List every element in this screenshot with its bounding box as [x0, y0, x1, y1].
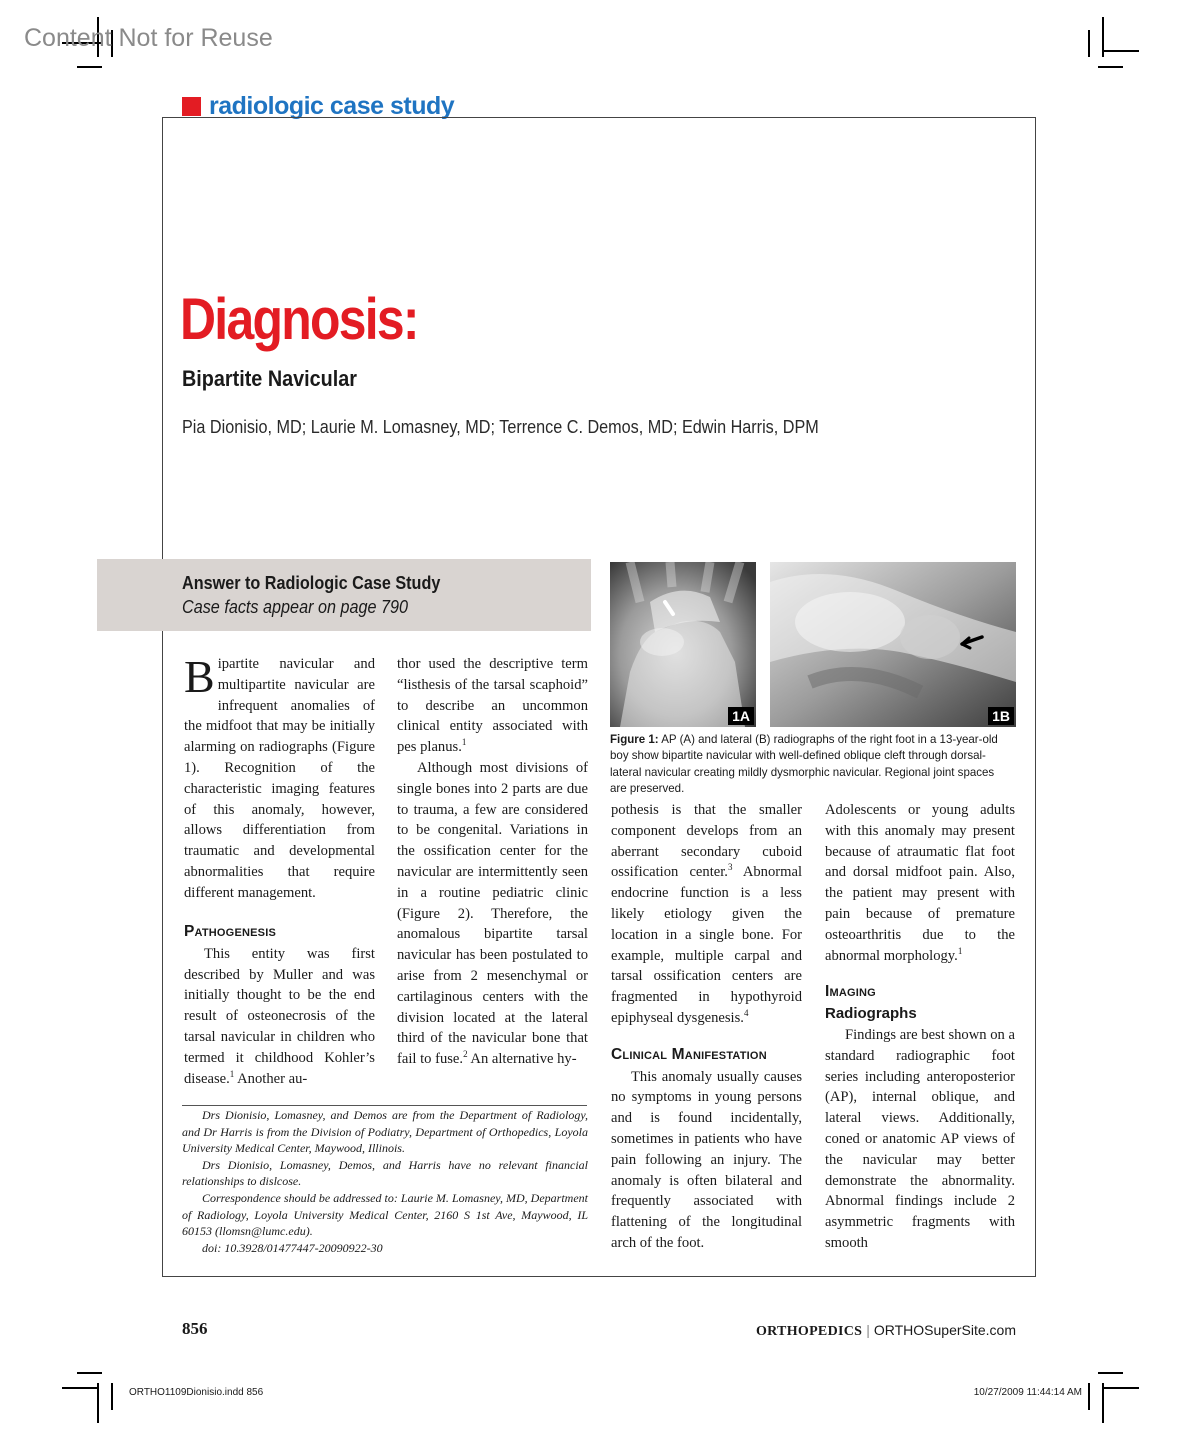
- body-column-4: [825, 800, 1015, 1254]
- clinical-heading: Clinical Manifestation: [611, 1045, 767, 1063]
- affiliation-note: Drs Dionisio, Lomasney, and Demos are from the Department of Radiology, and Dr Harris is from the Division of Podiatry, Department of Orthopedics, Loyola University Medical Center, Maywood, Illinois.: [182, 1108, 588, 1156]
- figure-label-1b: 1B: [988, 707, 1014, 725]
- page-number: 856: [182, 1319, 208, 1338]
- body-column-3: [611, 800, 802, 1254]
- figure-caption: [610, 731, 1002, 797]
- citation: 1: [461, 737, 467, 748]
- pathogenesis-heading: Pathogenesis: [184, 923, 276, 940]
- clinical-paragraph-start: [611, 1067, 802, 1254]
- watermark: Content Not for Reuse: [24, 24, 273, 52]
- journal-site: ORTHOSuperSite.com: [873, 1322, 1016, 1338]
- figure-label-1a: 1A: [728, 707, 754, 725]
- citation: 2: [463, 1049, 468, 1060]
- caption-text: AP (A) and lateral (B) radiographs of the right foot in a 13-year-old boy show bipartite navicular with well-defined oblique cleft through dorsal-lateral navicular creating mildly dysmorphic navicular. Regional joint spaces are preserved.: [610, 732, 998, 796]
- body-column-1b: [184, 922, 375, 1089]
- radiographs-heading: Radiographs: [825, 1005, 917, 1023]
- red-square-icon: [182, 97, 201, 116]
- section-label-text: radiologic case study: [209, 92, 455, 120]
- intro-text: ipartite navicular and multipartite navicular are infrequent anomalies of the midfoot that may be initially alarming on radiographs (Figure 1). Recognition of the characteristic imaging features of this anomaly, however, allows differentiation from traumatic and developmental abnormalities that require different management.: [184, 656, 375, 901]
- footnotes: [182, 1107, 588, 1256]
- pathogenesis-paragraph-2-start: [397, 758, 588, 1070]
- answer-box-title: Answer to Radiologic Case Study: [182, 573, 441, 593]
- author-list: Pia Dionisio, MD; Laurie M. Lomasney, MD; Terrence C. Demos, MD; Edwin Harris, DPM: [182, 417, 819, 437]
- correspondence-note: Correspondence should be addressed to: Laurie M. Lomasney, MD, Department of Radiology, Loyola University Medical Center, 2160 S 1st Ave, Maywood, IL 60153 (llomsn@lumc.edu).: [182, 1190, 588, 1239]
- figure-1a-radiograph: [610, 562, 756, 727]
- text-run: This anomaly usually causes no symptoms in young persons and is found incidentally, sometimes in patients who have pain following an injury. The anomaly is often bilateral and frequently associated with flattening of the longitudinal arch of the foot.: [611, 1068, 802, 1251]
- pathogenesis-paragraph-2-end: [611, 800, 802, 1029]
- doi-note: doi: 10.3928/01477447-20090922-30: [202, 1240, 383, 1255]
- body-column-1: [184, 651, 375, 904]
- article-title: Diagnosis:: [180, 287, 418, 352]
- citation: 4: [743, 1008, 749, 1019]
- pathogenesis-paragraph-1-start: [184, 944, 375, 1090]
- article-subtitle: Bipartite Navicular: [182, 366, 357, 391]
- clinical-paragraph-end: [825, 800, 1015, 966]
- drop-cap: B: [184, 651, 215, 702]
- citation: 1: [957, 945, 963, 956]
- text-run: Another au-: [234, 1070, 308, 1087]
- citation: 1: [229, 1068, 235, 1079]
- imaging-paragraph: Findings are best shown on a standard radiographic foot series including anteroposterior (AP), internal oblique, and lateral views. Additionally, coned or anatomic AP views of the navicular may better demonstrate the abnormality. Abnormal findings include 2 asymmetric fragments with smooth: [825, 1026, 1015, 1251]
- figure-1b-radiograph: [770, 562, 1016, 727]
- imaging-heading: Imaging: [825, 983, 876, 1001]
- text-run: Adolescents or young adults with this anomaly may present because of atraumatic flat foot and dorsal midfoot pain. Also, the patient may present with pain because of premature osteoarthritis due to the abnormal morphology.: [825, 802, 1015, 964]
- text-run: Abnormal endocrine function is a less likely etiology given the location in a single bone. For example, multiple carpal and tarsal ossification centers are fragmented in hypothyroid epiphyseal dysgenesis.: [611, 864, 802, 1026]
- pathogenesis-paragraph-1-end: [397, 654, 588, 758]
- text-run: thor used the descriptive term “listhesis of the tarsal scaphoid” to describe an uncommon clinical entity associated with pes planus.: [397, 656, 588, 756]
- text-run: pothesis is that the smaller component develops from an aberrant secondary cuboid ossification center.: [611, 802, 802, 881]
- citation: 3: [727, 862, 733, 873]
- journal-name: ORTHOPEDICS: [755, 1324, 863, 1339]
- journal-footer: [756, 1322, 1016, 1340]
- text-run: Although most divisions of single bones into 2 parts are due to trauma, a few are considered to be congenital. Variations in the ossification center for the navicular are intermittently seen in a routine pediatric clinic (Figure 2). Therefore, the anomalous bipartite tarsal navicular has been postulated to arise from 2 mesenchymal or cartilaginous centers with the division located at the lateral third of the navicular bone that fail to fuse.: [397, 759, 588, 1068]
- answer-box-subtitle: Case facts appear on page 790: [182, 597, 409, 617]
- slug-timestamp: 10/27/2009 11:44:14 AM: [973, 1387, 1082, 1398]
- caption-label: Figure 1:: [610, 732, 659, 746]
- xray-lateral-image: [770, 562, 1016, 727]
- disclosure-note: Drs Dionisio, Lomasney, Demos, and Harris have no relevant financial relationships to dislcose.: [182, 1157, 588, 1189]
- intro-paragraph: [184, 651, 375, 904]
- body-column-2: [397, 654, 588, 1070]
- footer-separator: |: [866, 1322, 870, 1338]
- answer-box: [97, 559, 591, 631]
- slug-file: ORTHO1109Dionisio.indd 856: [129, 1387, 264, 1398]
- text-run: This entity was first described by Muller and was initially thought to be the end result of osteonecrosis of the tarsal navicular in children who termed it childhood Kohler’s disease.: [184, 945, 375, 1087]
- footnote-rule: [182, 1105, 587, 1106]
- text-run: An alternative hy-: [467, 1051, 577, 1068]
- xray-ap-image: [610, 562, 756, 727]
